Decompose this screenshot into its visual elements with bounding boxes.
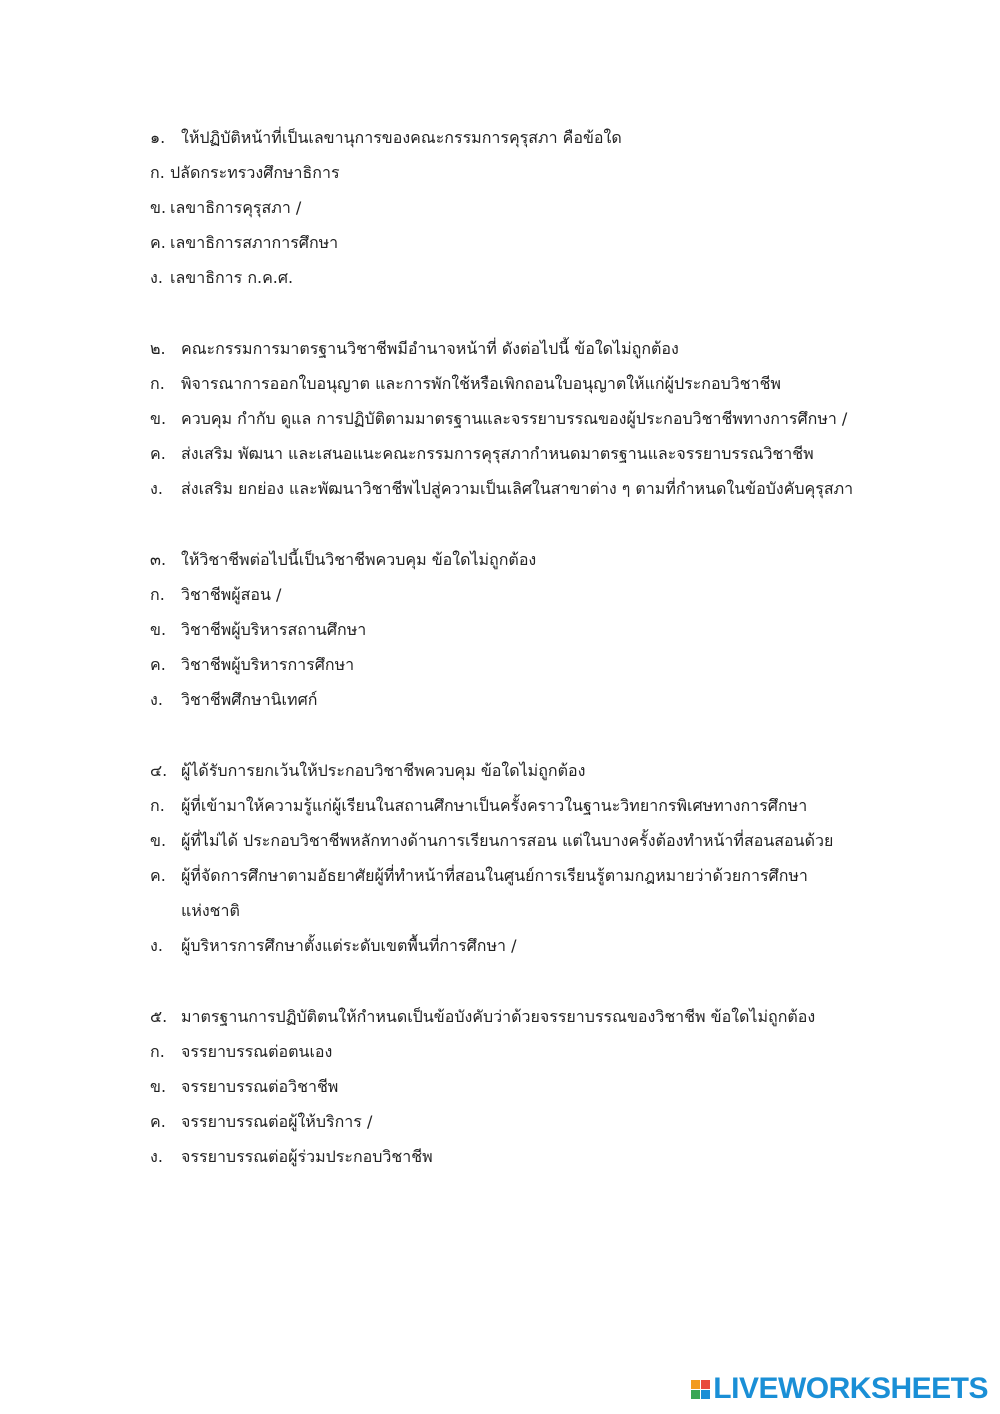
liveworksheets-logo [691,1372,988,1406]
option-label: ค. [150,233,166,252]
option-a[interactable] [150,366,940,401]
option-a[interactable] [150,788,940,823]
option-label: ง. [150,936,163,955]
question-text: มาตรฐานการปฏิบัติตนให้กำหนดเป็นข้อบังคับว่าด้วยจรรยาบรรณของวิชาชีพ ข้อใดไม่ถูกต้อง [181,1007,816,1026]
option-text: วิชาชีพผู้สอน / [181,585,282,604]
question-1 [150,120,940,295]
question-stem [150,120,940,155]
question-text: คณะกรรมการมาตรฐานวิชาชีพมีอำนาจหน้าที่ ดังต่อไปนี้ ข้อใดไม่ถูกต้อง [181,339,679,358]
logo-square-1 [691,1380,700,1389]
option-text: พิจารณาการออกใบอนุญาต และการพักใช้หรือเพิกถอนใบอนุญาตให้แก่ผู้ประกอบวิชาชีพ [181,374,781,393]
question-5 [150,999,940,1174]
question-2 [150,331,940,506]
option-label: ข. [150,831,167,850]
option-label: ข. [150,620,167,639]
option-d[interactable] [150,471,940,506]
option-b[interactable] [150,612,940,647]
option-label: ค. [150,1112,166,1131]
option-d[interactable] [150,682,940,717]
option-text: ส่งเสริม ยกย่อง และพัฒนาวิชาชีพไปสู่ความเป็นเลิศในสาขาต่าง ๆ ตามที่กำหนดในข้อบังคับคุรุสภา [181,479,854,498]
option-d[interactable] [150,1139,940,1174]
logo-mark-icon [691,1380,710,1399]
option-text: เลขาธิการคุรุสภา / [170,198,302,217]
question-stem [150,999,940,1034]
logo-square-2 [701,1380,710,1389]
option-c[interactable] [150,647,940,682]
option-a[interactable] [150,1034,940,1069]
option-a[interactable] [150,155,940,190]
option-b[interactable] [150,190,940,225]
option-label: ง. [150,268,163,287]
option-d[interactable] [150,928,940,963]
option-b[interactable] [150,1069,940,1104]
option-text: วิชาชีพศึกษานิเทศก์ [181,690,318,709]
option-text: เลขาธิการ ก.ค.ศ. [170,268,294,287]
option-c[interactable] [150,436,940,471]
option-text: ปลัดกระทรวงศึกษาธิการ [170,163,340,182]
option-text: วิชาชีพผู้บริหารการศึกษา [181,655,355,674]
option-text: จรรยาบรรณต่อตนเอง [181,1042,333,1061]
question-number: ๒. [150,339,166,358]
option-text: ผู้ที่ไม่ได้ ประกอบวิชาชีพหลักทางด้านการเรียนการสอน แต่ในบางครั้งต้องทำหน้าที่สอนสอนด้วย [181,831,834,850]
option-text: เลขาธิการสภาการศึกษา [170,233,339,252]
option-c[interactable] [150,1104,940,1139]
option-text: จรรยาบรรณต่อวิชาชีพ [181,1077,339,1096]
logo-square-4 [701,1390,710,1399]
logo-text: LIVEWORKSHEETS [713,1372,988,1405]
option-text: วิชาชีพผู้บริหารสถานศึกษา [181,620,367,639]
option-label: ง. [150,479,163,498]
option-text-continued: แห่งชาติ [181,901,240,920]
question-stem [150,331,940,366]
option-text: ผู้บริหารการศึกษาตั้งแต่ระดับเขตพื้นที่การศึกษา / [181,936,517,955]
question-number: ๔. [150,761,168,780]
question-text: ผู้ได้รับการยกเว้นให้ประกอบวิชาชีพควบคุม ข้อใดไม่ถูกต้อง [181,761,586,780]
option-label: ก. [150,163,165,182]
option-label: ก. [150,374,165,393]
option-text: ผู้ที่เข้ามาให้ความรู้แก่ผู้เรียนในสถานศึกษาเป็นครั้งคราวในฐานะวิทยากรพิเศษทางการศึกษา [181,796,808,815]
option-c[interactable] [150,225,940,260]
option-label: ค. [150,866,166,885]
question-text: ให้ปฏิบัติหน้าที่เป็นเลขานุการของคณะกรรมการคุรุสภา คือข้อใด [181,128,622,147]
option-label: ก. [150,1042,165,1061]
option-label: ข. [150,1077,167,1096]
option-label: ข. [150,198,167,217]
option-b[interactable] [150,823,940,858]
option-label: ง. [150,690,163,709]
question-text: ให้วิชาชีพต่อไปนี้เป็นวิชาชีพควบคุม ข้อใดไม่ถูกต้อง [181,550,537,569]
option-label: ข. [150,409,167,428]
question-number: ๓. [150,550,167,569]
question-3 [150,542,940,717]
option-text: จรรยาบรรณต่อผู้ร่วมประกอบวิชาชีพ [181,1147,433,1166]
logo-square-3 [691,1390,700,1399]
option-text: ส่งเสริม พัฒนา และเสนอแนะคณะกรรมการคุรุสภากำหนดมาตรฐานและจรรยาบรรณวิชาชีพ [181,444,814,463]
option-label: ง. [150,1147,163,1166]
question-number: ๕. [150,1007,168,1026]
option-c[interactable] [150,858,940,893]
option-label: ก. [150,796,165,815]
question-stem [150,753,940,788]
option-a[interactable] [150,577,940,612]
question-stem [150,542,940,577]
option-text: ผู้ที่จัดการศึกษาตามอัธยาศัยผู้ที่ทำหน้าที่สอนในศูนย์การเรียนรู้ตามกฎหมายว่าด้วยการศึกษา [181,866,808,885]
option-text: ควบคุม กำกับ ดูแล การปฏิบัติตามมาตรฐานและจรรยาบรรณของผู้ประกอบวิชาชีพทางการศึกษา / [181,409,848,428]
option-b[interactable] [150,401,940,436]
option-text: จรรยาบรรณต่อผู้ให้บริการ / [181,1112,373,1131]
option-label: ค. [150,655,166,674]
question-number: ๑. [150,128,166,147]
option-label: ค. [150,444,166,463]
option-d[interactable] [150,260,940,295]
question-4 [150,753,940,963]
option-label: ก. [150,585,165,604]
option-c-continuation [150,893,940,928]
